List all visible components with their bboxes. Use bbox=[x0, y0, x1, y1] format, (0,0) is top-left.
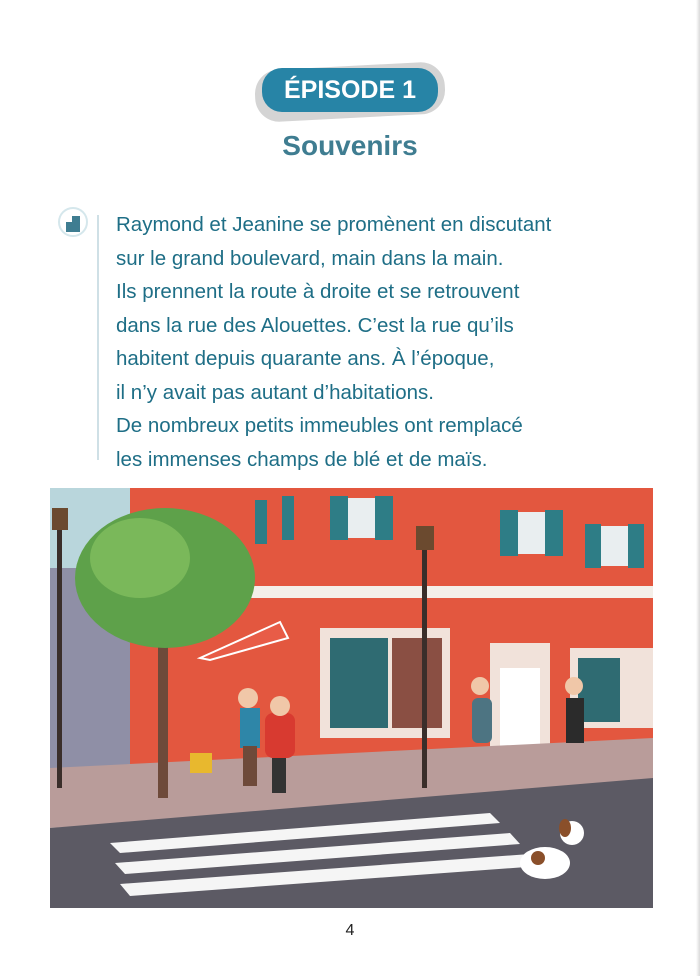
text-line: Raymond et Jeanine se promènent en discutant bbox=[116, 213, 552, 236]
street-lamp bbox=[57, 518, 62, 788]
text-line: habitent depuis quarante ans. À l’époque, bbox=[116, 347, 495, 370]
audio-track-icon[interactable] bbox=[58, 207, 88, 237]
pedestrian-man bbox=[565, 677, 584, 743]
page-number: 4 bbox=[345, 922, 355, 939]
episode-badge: ÉPISODE 1 bbox=[262, 68, 438, 112]
pedestrian-woman bbox=[471, 677, 492, 743]
episode-title: Souvenirs bbox=[282, 130, 418, 161]
text-divider bbox=[97, 215, 99, 460]
story-paragraph bbox=[116, 208, 551, 476]
text-line: les immenses champs de blé et de maïs. bbox=[116, 447, 488, 471]
text-line: dans la rue des Alouettes. C’est la rue qu’ils bbox=[116, 313, 514, 337]
text-line: De nombreux petits immeubles ont remplacé bbox=[116, 414, 523, 437]
tree-trunk bbox=[158, 638, 168, 798]
text-line: sur le grand boulevard, main dans la main. bbox=[116, 246, 504, 270]
street-illustration bbox=[50, 488, 653, 908]
text-line: il n’y avait pas autant d’habitations. bbox=[116, 380, 434, 404]
street-lamp bbox=[422, 538, 427, 788]
text-line: Ils prennent la route à droite et se retrouvent bbox=[116, 280, 520, 303]
